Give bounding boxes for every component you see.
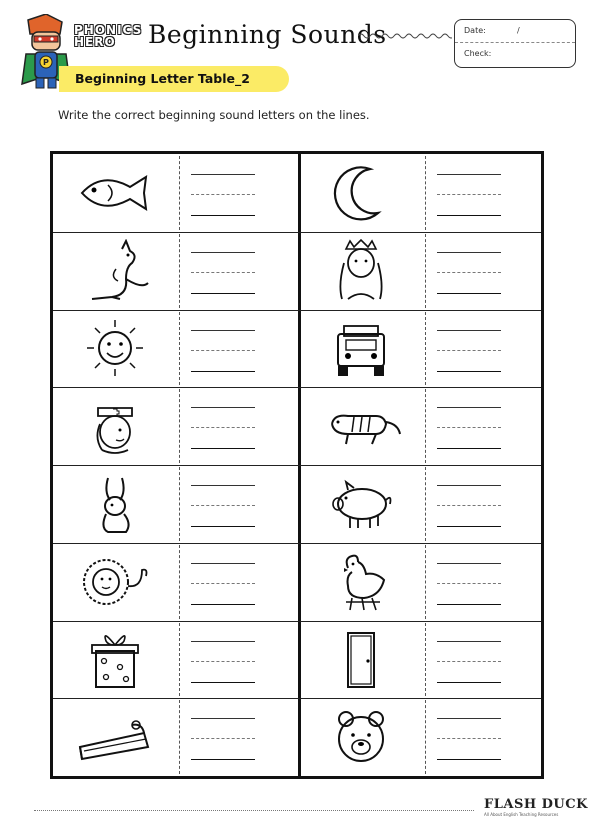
word-cell	[53, 465, 298, 543]
gift-icon	[72, 627, 158, 691]
word-cell	[53, 310, 298, 388]
cell-dashed-divider	[425, 234, 426, 308]
writing-line-dashed	[437, 427, 501, 428]
writing-line-top	[191, 641, 255, 642]
writing-line-base	[191, 604, 255, 605]
picture-cell	[53, 232, 177, 310]
date-check-box	[454, 19, 576, 68]
writing-line-dashed	[191, 661, 255, 662]
writing-line-top	[437, 641, 501, 642]
writing-line-dashed	[191, 427, 255, 428]
cell-dashed-divider	[179, 389, 180, 463]
cell-dashed-divider	[179, 234, 180, 308]
row-divider	[53, 621, 541, 622]
writing-line-dashed	[437, 661, 501, 662]
row-divider	[53, 698, 541, 699]
writing-line-top	[437, 407, 501, 408]
instructions: Write the correct beginning sound letters on the lines.	[58, 108, 370, 122]
word-cell	[299, 310, 541, 388]
writing-area[interactable]	[429, 543, 541, 621]
word-cell	[53, 621, 298, 699]
row-divider	[53, 310, 541, 311]
writing-line-top	[191, 174, 255, 175]
footer-dotted-line	[34, 810, 474, 811]
writing-line-dashed	[437, 583, 501, 584]
writing-line-top	[437, 485, 501, 486]
writing-area[interactable]	[183, 698, 298, 776]
word-cell	[299, 543, 541, 621]
writing-line-base	[191, 682, 255, 683]
writing-line-dashed	[191, 350, 255, 351]
word-cell	[53, 154, 298, 232]
pig-icon	[318, 472, 404, 536]
picture-cell	[53, 698, 177, 776]
writing-area[interactable]	[429, 387, 541, 465]
writing-line-base	[191, 293, 255, 294]
writing-line-base	[437, 448, 501, 449]
writing-line-base	[191, 215, 255, 216]
writing-area[interactable]	[429, 232, 541, 310]
tiger-icon	[318, 394, 404, 458]
writing-line-dashed	[437, 505, 501, 506]
picture-cell	[53, 465, 177, 543]
word-cell	[299, 154, 541, 232]
picture-cell	[53, 621, 177, 699]
writing-area[interactable]	[183, 387, 298, 465]
writing-area[interactable]	[429, 465, 541, 543]
writing-area[interactable]	[183, 465, 298, 543]
word-cell	[53, 698, 298, 776]
worksheet-subtitle-banner	[59, 66, 289, 92]
flash-duck-logo	[484, 797, 588, 817]
cell-dashed-divider	[425, 545, 426, 619]
flash-duck-brand: FLASH DUCK	[484, 797, 588, 812]
phonics-hero-logo	[74, 24, 144, 48]
squiggle-divider	[358, 32, 452, 40]
writing-line-dashed	[191, 505, 255, 506]
writing-line-top	[191, 252, 255, 253]
picture-cell	[299, 232, 423, 310]
writing-area[interactable]	[429, 621, 541, 699]
writing-line-base	[191, 526, 255, 527]
writing-area[interactable]	[429, 154, 541, 232]
writing-line-base	[191, 448, 255, 449]
writing-line-base	[437, 371, 501, 372]
cell-dashed-divider	[425, 156, 426, 230]
writing-line-base	[437, 759, 501, 760]
writing-line-dashed	[191, 272, 255, 273]
word-cell	[53, 387, 298, 465]
row-divider	[53, 387, 541, 388]
word-cell	[299, 621, 541, 699]
cell-dashed-divider	[425, 312, 426, 386]
writing-line-top	[191, 485, 255, 486]
cell-dashed-divider	[179, 467, 180, 541]
bear-icon	[318, 705, 404, 769]
picture-cell	[299, 543, 423, 621]
writing-line-dashed	[191, 194, 255, 195]
writing-line-top	[191, 330, 255, 331]
writing-area[interactable]	[183, 543, 298, 621]
date-slash: /	[517, 26, 520, 35]
cell-dashed-divider	[179, 156, 180, 230]
writing-line-base	[191, 759, 255, 760]
writing-line-top	[437, 330, 501, 331]
writing-line-base	[437, 526, 501, 527]
cell-dashed-divider	[425, 700, 426, 774]
writing-line-dashed	[191, 583, 255, 584]
writing-line-base	[437, 682, 501, 683]
svg-text:P: P	[43, 58, 49, 67]
word-cell	[299, 698, 541, 776]
moon-icon	[318, 161, 404, 225]
writing-line-top	[437, 563, 501, 564]
writing-line-dashed	[437, 738, 501, 739]
writing-line-base	[191, 371, 255, 372]
writing-line-dashed	[437, 272, 501, 273]
word-cell	[299, 232, 541, 310]
picture-cell	[299, 154, 423, 232]
writing-area[interactable]	[183, 310, 298, 388]
writing-line-base	[437, 293, 501, 294]
writing-line-top	[437, 174, 501, 175]
writing-area[interactable]	[183, 232, 298, 310]
date-check-separator	[455, 42, 575, 43]
picture-cell	[53, 310, 177, 388]
writing-line-top	[191, 563, 255, 564]
picture-cell	[53, 387, 177, 465]
picture-cell	[299, 387, 423, 465]
queen-icon	[318, 239, 404, 303]
kangaroo-icon	[72, 239, 158, 303]
writing-line-top	[191, 407, 255, 408]
writing-area[interactable]	[183, 621, 298, 699]
rabbit-icon	[72, 472, 158, 536]
hen-icon	[318, 550, 404, 614]
row-divider	[53, 465, 541, 466]
worksheet-subtitle: Beginning Letter Table_2	[75, 71, 250, 86]
row-divider	[53, 232, 541, 233]
picture-cell	[299, 310, 423, 388]
cell-dashed-divider	[425, 623, 426, 697]
beginning-sounds-table	[50, 151, 544, 779]
picture-cell	[299, 621, 423, 699]
picture-cell	[53, 543, 177, 621]
writing-area[interactable]	[183, 154, 298, 232]
writing-line-top	[191, 718, 255, 719]
picture-cell	[53, 154, 177, 232]
writing-line-dashed	[437, 350, 501, 351]
door-icon	[318, 627, 404, 691]
cell-dashed-divider	[425, 389, 426, 463]
writing-area[interactable]	[429, 310, 541, 388]
picture-cell	[299, 698, 423, 776]
date-label: Date:	[464, 26, 486, 35]
brand-line-2: HERO	[74, 35, 116, 49]
writing-line-dashed	[437, 194, 501, 195]
sun-icon	[72, 316, 158, 380]
pie-icon	[72, 705, 158, 769]
row-divider	[53, 543, 541, 544]
cell-dashed-divider	[179, 700, 180, 774]
brand-line-1: PHONICS	[74, 23, 143, 37]
cell-dashed-divider	[425, 467, 426, 541]
page-title: Beginning Sounds	[148, 20, 387, 49]
writing-line-base	[437, 215, 501, 216]
writing-line-dashed	[191, 738, 255, 739]
word-cell	[53, 543, 298, 621]
picture-cell	[299, 465, 423, 543]
cell-dashed-divider	[179, 545, 180, 619]
flash-duck-tagline: All About English Teaching Resources	[484, 812, 559, 817]
word-cell	[299, 465, 541, 543]
jeep-icon	[318, 316, 404, 380]
cell-dashed-divider	[179, 623, 180, 697]
word-cell	[53, 232, 298, 310]
lion-icon	[72, 550, 158, 614]
check-label: Check:	[464, 49, 492, 58]
fish-icon	[72, 161, 158, 225]
nurse-icon	[72, 394, 158, 458]
word-cell	[299, 387, 541, 465]
writing-line-top	[437, 252, 501, 253]
writing-area[interactable]	[429, 698, 541, 776]
cell-dashed-divider	[179, 312, 180, 386]
writing-line-base	[437, 604, 501, 605]
writing-line-top	[437, 718, 501, 719]
